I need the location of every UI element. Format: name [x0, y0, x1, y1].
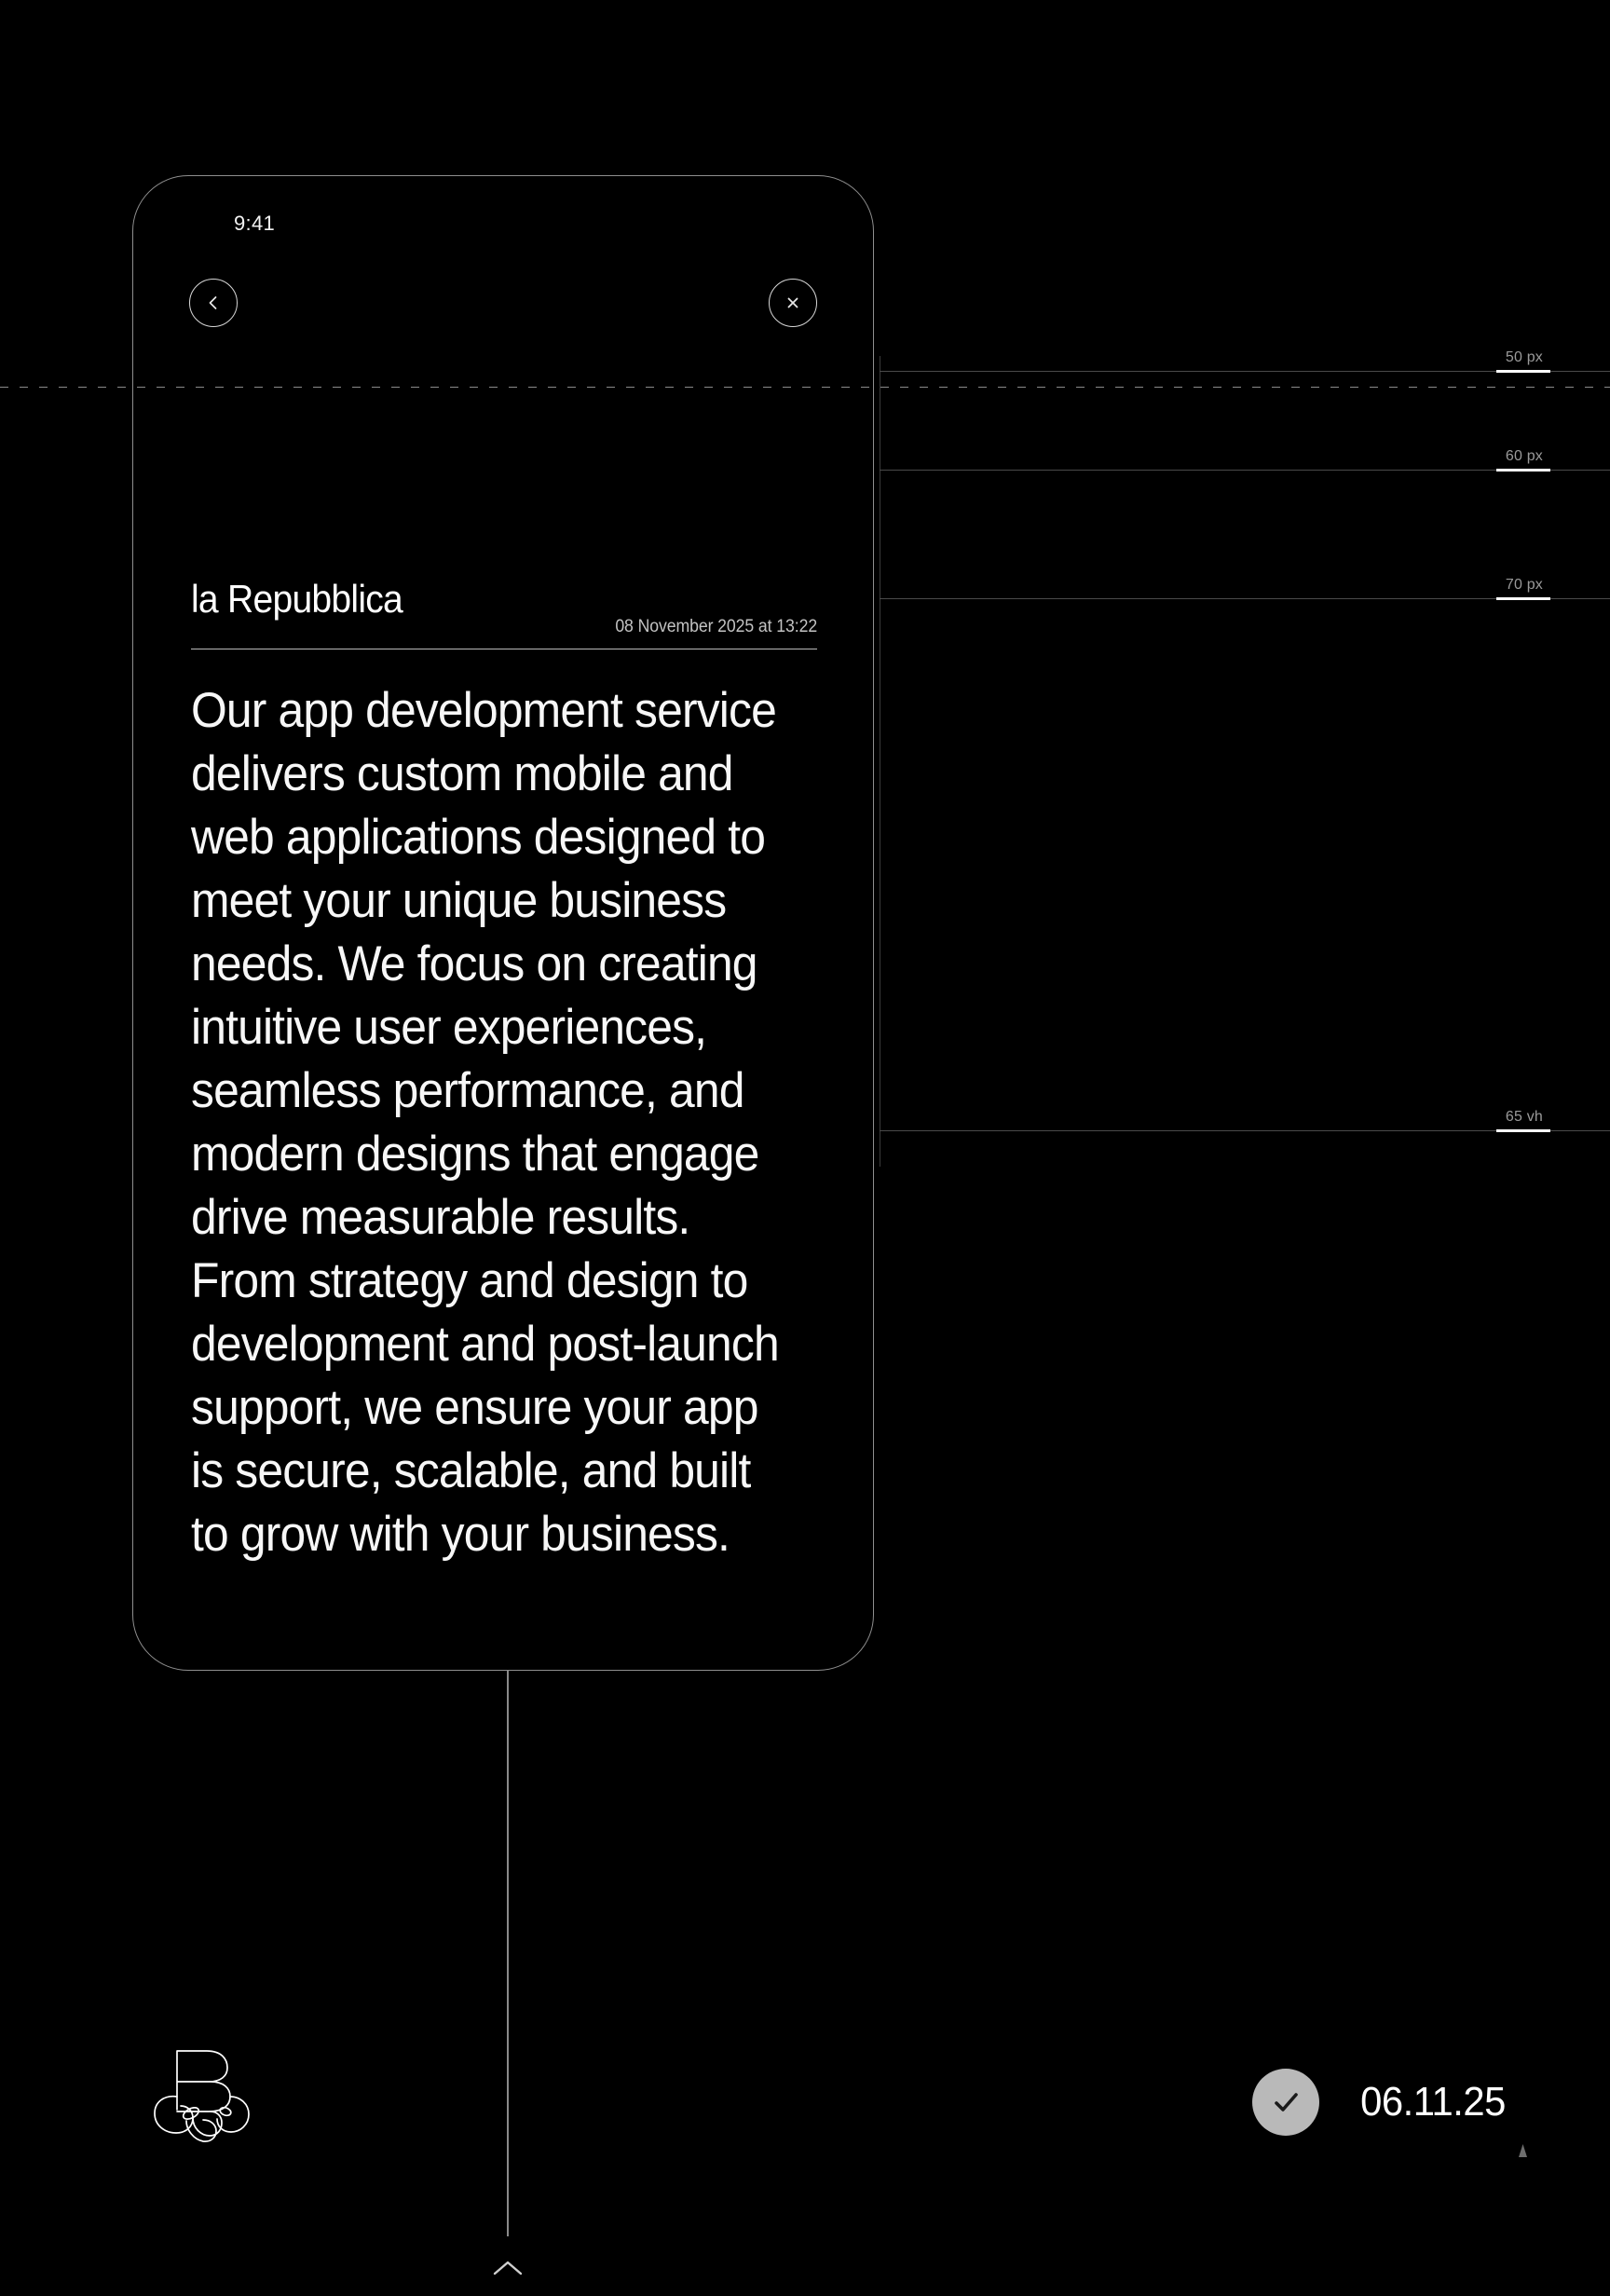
measurement-guide	[880, 448, 1610, 471]
close-x-icon	[784, 294, 802, 312]
article-masthead	[191, 577, 817, 649]
guide-tick	[1496, 370, 1550, 373]
badge-date-label: 06.11.25	[1360, 2079, 1506, 2125]
guide-label: 65 vh	[1505, 1109, 1543, 1125]
measurement-guide	[880, 349, 1610, 372]
guide-line	[880, 598, 1610, 599]
guide-tick	[1496, 469, 1550, 472]
guide-line	[880, 371, 1610, 372]
guide-tick	[1496, 597, 1550, 600]
status-bar-time: 9:41	[234, 212, 276, 235]
cursor-arrow-icon	[1518, 2143, 1528, 2158]
check-icon	[1267, 2084, 1304, 2121]
guide-tick	[1496, 1129, 1550, 1132]
chevron-up-icon	[492, 2259, 524, 2277]
navigation-bar	[133, 279, 873, 333]
close-button[interactable]	[769, 279, 817, 327]
status-bar	[133, 212, 873, 239]
chevron-left-icon	[204, 294, 223, 312]
guide-line	[880, 470, 1610, 471]
article-body-text: Our app development service delivers custom mobile and web applications designed to meet your unique business needs. We focus on creating intuitive user experiences, seamless performance, and modern designs that engage drive measurable results. From strategy and design to development and post-launch support, we ensure your app is secure, scalable, and built to grow with your business.	[191, 683, 779, 1562]
b-monogram-logo	[149, 2039, 261, 2160]
back-button[interactable]	[189, 279, 238, 327]
phone-frame	[132, 175, 874, 1671]
guide-line	[880, 1130, 1610, 1131]
publication-name: la Repubblica	[191, 577, 403, 621]
status-badge	[1252, 2069, 1509, 2136]
b-monogram-logo-icon	[149, 2039, 261, 2160]
measurement-guide	[880, 577, 1610, 599]
connector-line	[507, 1671, 509, 2236]
cursor-arrow-glyph	[1518, 2143, 1528, 2158]
check-circle	[1252, 2069, 1319, 2136]
guide-label: 50 px	[1505, 349, 1543, 365]
guide-label: 70 px	[1505, 577, 1543, 593]
guide-label: 60 px	[1505, 448, 1543, 464]
article-timestamp: 08 November 2025 at 13:22	[615, 617, 817, 636]
measurement-guide	[880, 1109, 1610, 1131]
scroll-hint[interactable]	[492, 2259, 524, 2277]
